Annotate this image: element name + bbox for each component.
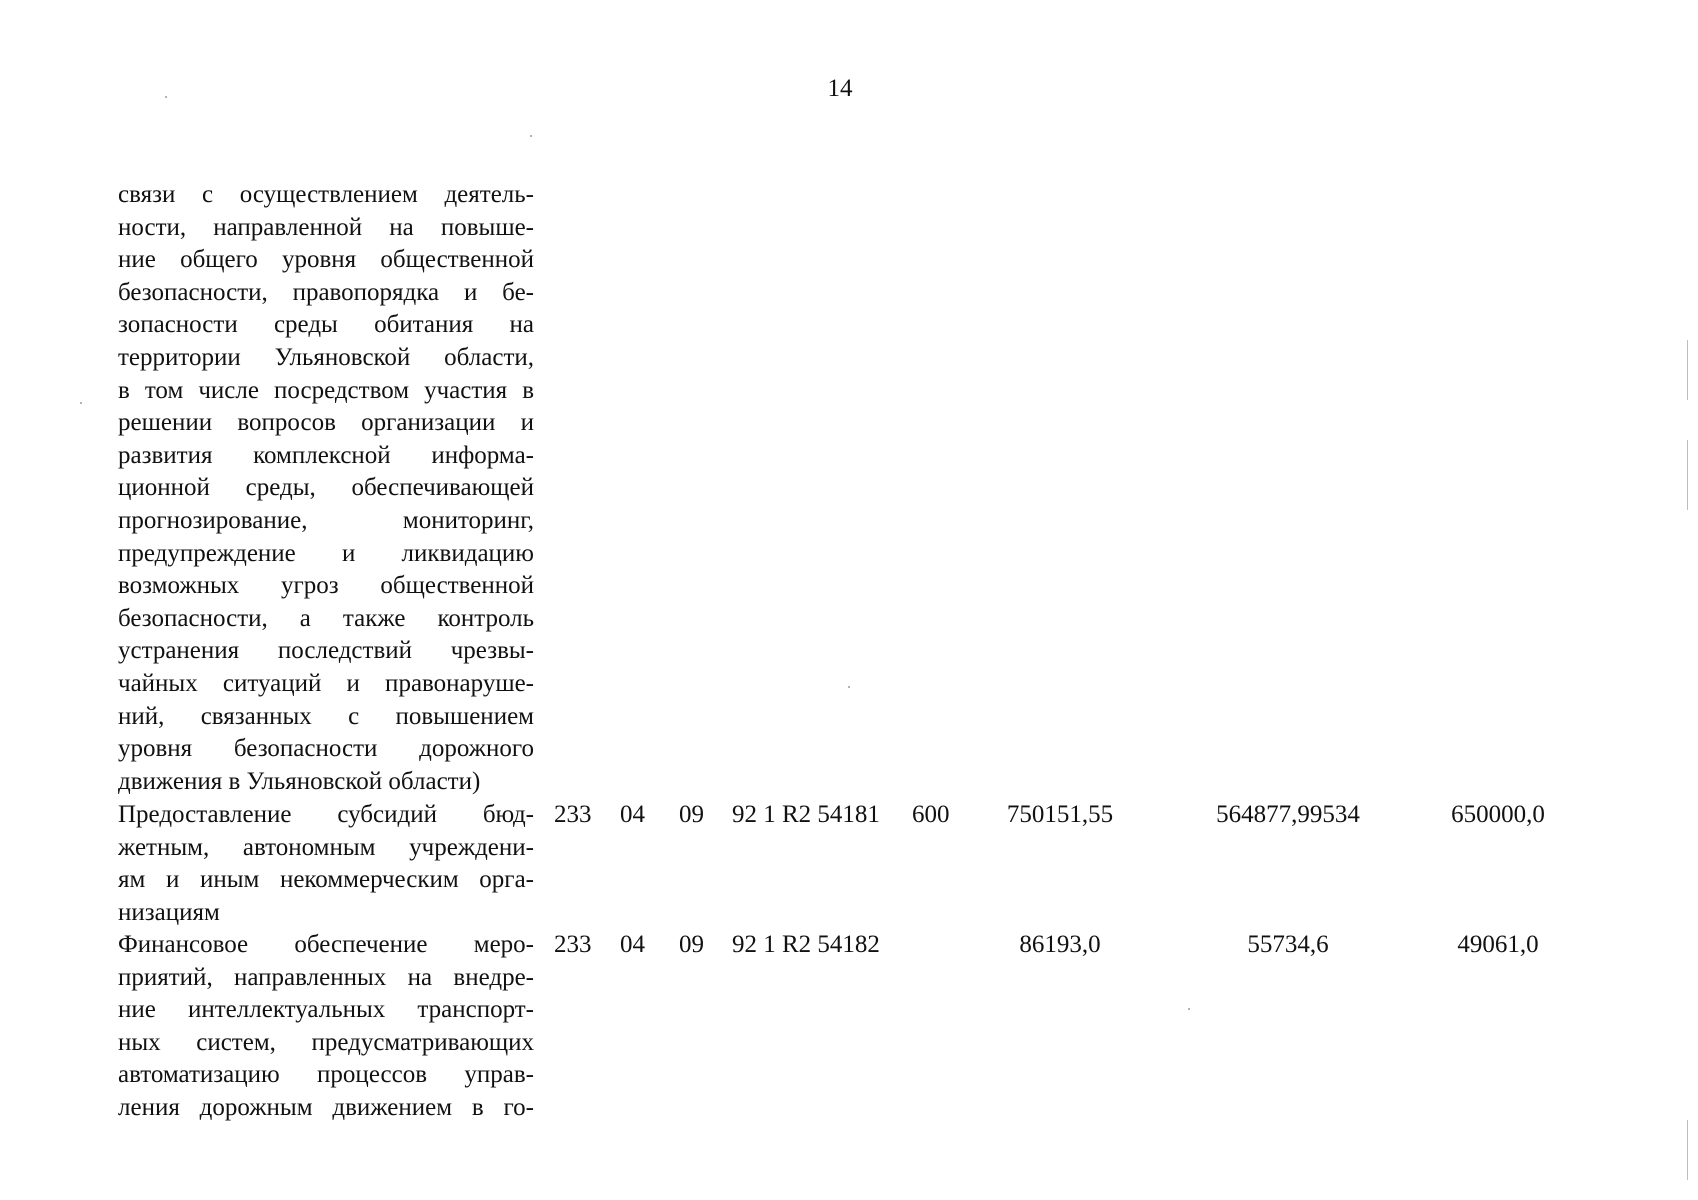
description-line: зопасности среды обитания на — [118, 311, 534, 339]
description-line: ных систем, предусматривающих — [118, 1028, 534, 1056]
description-line: автоматизацию процессов управ- — [118, 1061, 534, 1089]
subsection-code: 09 — [679, 931, 704, 958]
ministry-code: 233 — [554, 931, 592, 958]
description-line: ности, направленной на повыше- — [118, 213, 534, 241]
description-line: безопасности, а также контроль — [118, 604, 534, 632]
scan-edge-mark — [1687, 1120, 1688, 1180]
description-line: безопасности, правопорядка и бе- — [118, 278, 534, 306]
row-description — [118, 929, 534, 1125]
description-line: связи с осуществлением деятель- — [118, 181, 534, 208]
description-line: устранения последствий чрезвы- — [118, 637, 534, 665]
scan-speck — [80, 402, 82, 404]
section-code: 04 — [620, 931, 645, 958]
amount-year-3: 650000,0 — [1451, 801, 1545, 828]
description-line: движения в Ульяновской области) — [118, 767, 481, 795]
scan-edge-mark — [1687, 340, 1688, 400]
description-line: ционной среды, обеспечивающей — [118, 474, 534, 502]
description-line: чайных ситуаций и правонаруше- — [118, 669, 534, 697]
description-line: развития комплексной информа- — [118, 441, 534, 469]
description-line: ям и иным некоммерческим орга- — [118, 866, 534, 894]
amount-year-1: 86193,0 — [1019, 931, 1101, 958]
description-line: Предоставление субсидий бюд- — [118, 801, 534, 828]
description-line: решении вопросов организации и — [118, 409, 534, 437]
description-line: низациям — [118, 898, 220, 926]
scan-speck — [530, 135, 532, 137]
description-line: Финансовое обеспечение меро- — [118, 931, 534, 958]
page-number: 14 — [827, 75, 853, 102]
subsection-code: 09 — [679, 801, 704, 828]
ministry-code: 233 — [554, 801, 592, 828]
expense-type: 600 — [912, 801, 950, 828]
description-line: прогнозирование, мониторинг, — [118, 506, 534, 534]
amount-year-2: 55734,6 — [1247, 931, 1329, 958]
amount-year-2: 564877,99534 — [1216, 801, 1360, 828]
target-article: 92 1 R2 54181 — [732, 801, 880, 828]
scan-edge-mark — [1687, 440, 1688, 510]
scan-speck — [848, 686, 850, 688]
description-line: ние интеллектуальных транспорт- — [118, 996, 534, 1024]
section-code: 04 — [620, 801, 645, 828]
scan-speck — [165, 96, 167, 98]
description-line: в том числе посредством участия в — [118, 376, 534, 404]
scan-speck — [1188, 1008, 1190, 1010]
description-line: приятий, направленных на внедре- — [118, 963, 534, 991]
amount-year-1: 750151,55 — [1006, 801, 1114, 828]
description-line: территории Ульяновской области, — [118, 343, 534, 371]
description-line: ний, связанных с повышением — [118, 702, 534, 730]
description-line: уровня безопасности дорожного — [118, 735, 534, 763]
description-line: возможных угроз общественной — [118, 572, 534, 600]
description-line: ние общего уровня общественной — [118, 246, 534, 274]
amount-year-3: 49061,0 — [1457, 931, 1539, 958]
target-article: 92 1 R2 54182 — [732, 931, 880, 958]
description-line: ления дорожным движением в го- — [118, 1093, 534, 1121]
description-line: жетным, автономным учреждени- — [118, 833, 534, 861]
description-line: предупреждение и ликвидацию — [118, 539, 534, 567]
continued-description — [118, 179, 534, 798]
row-description — [118, 799, 534, 929]
